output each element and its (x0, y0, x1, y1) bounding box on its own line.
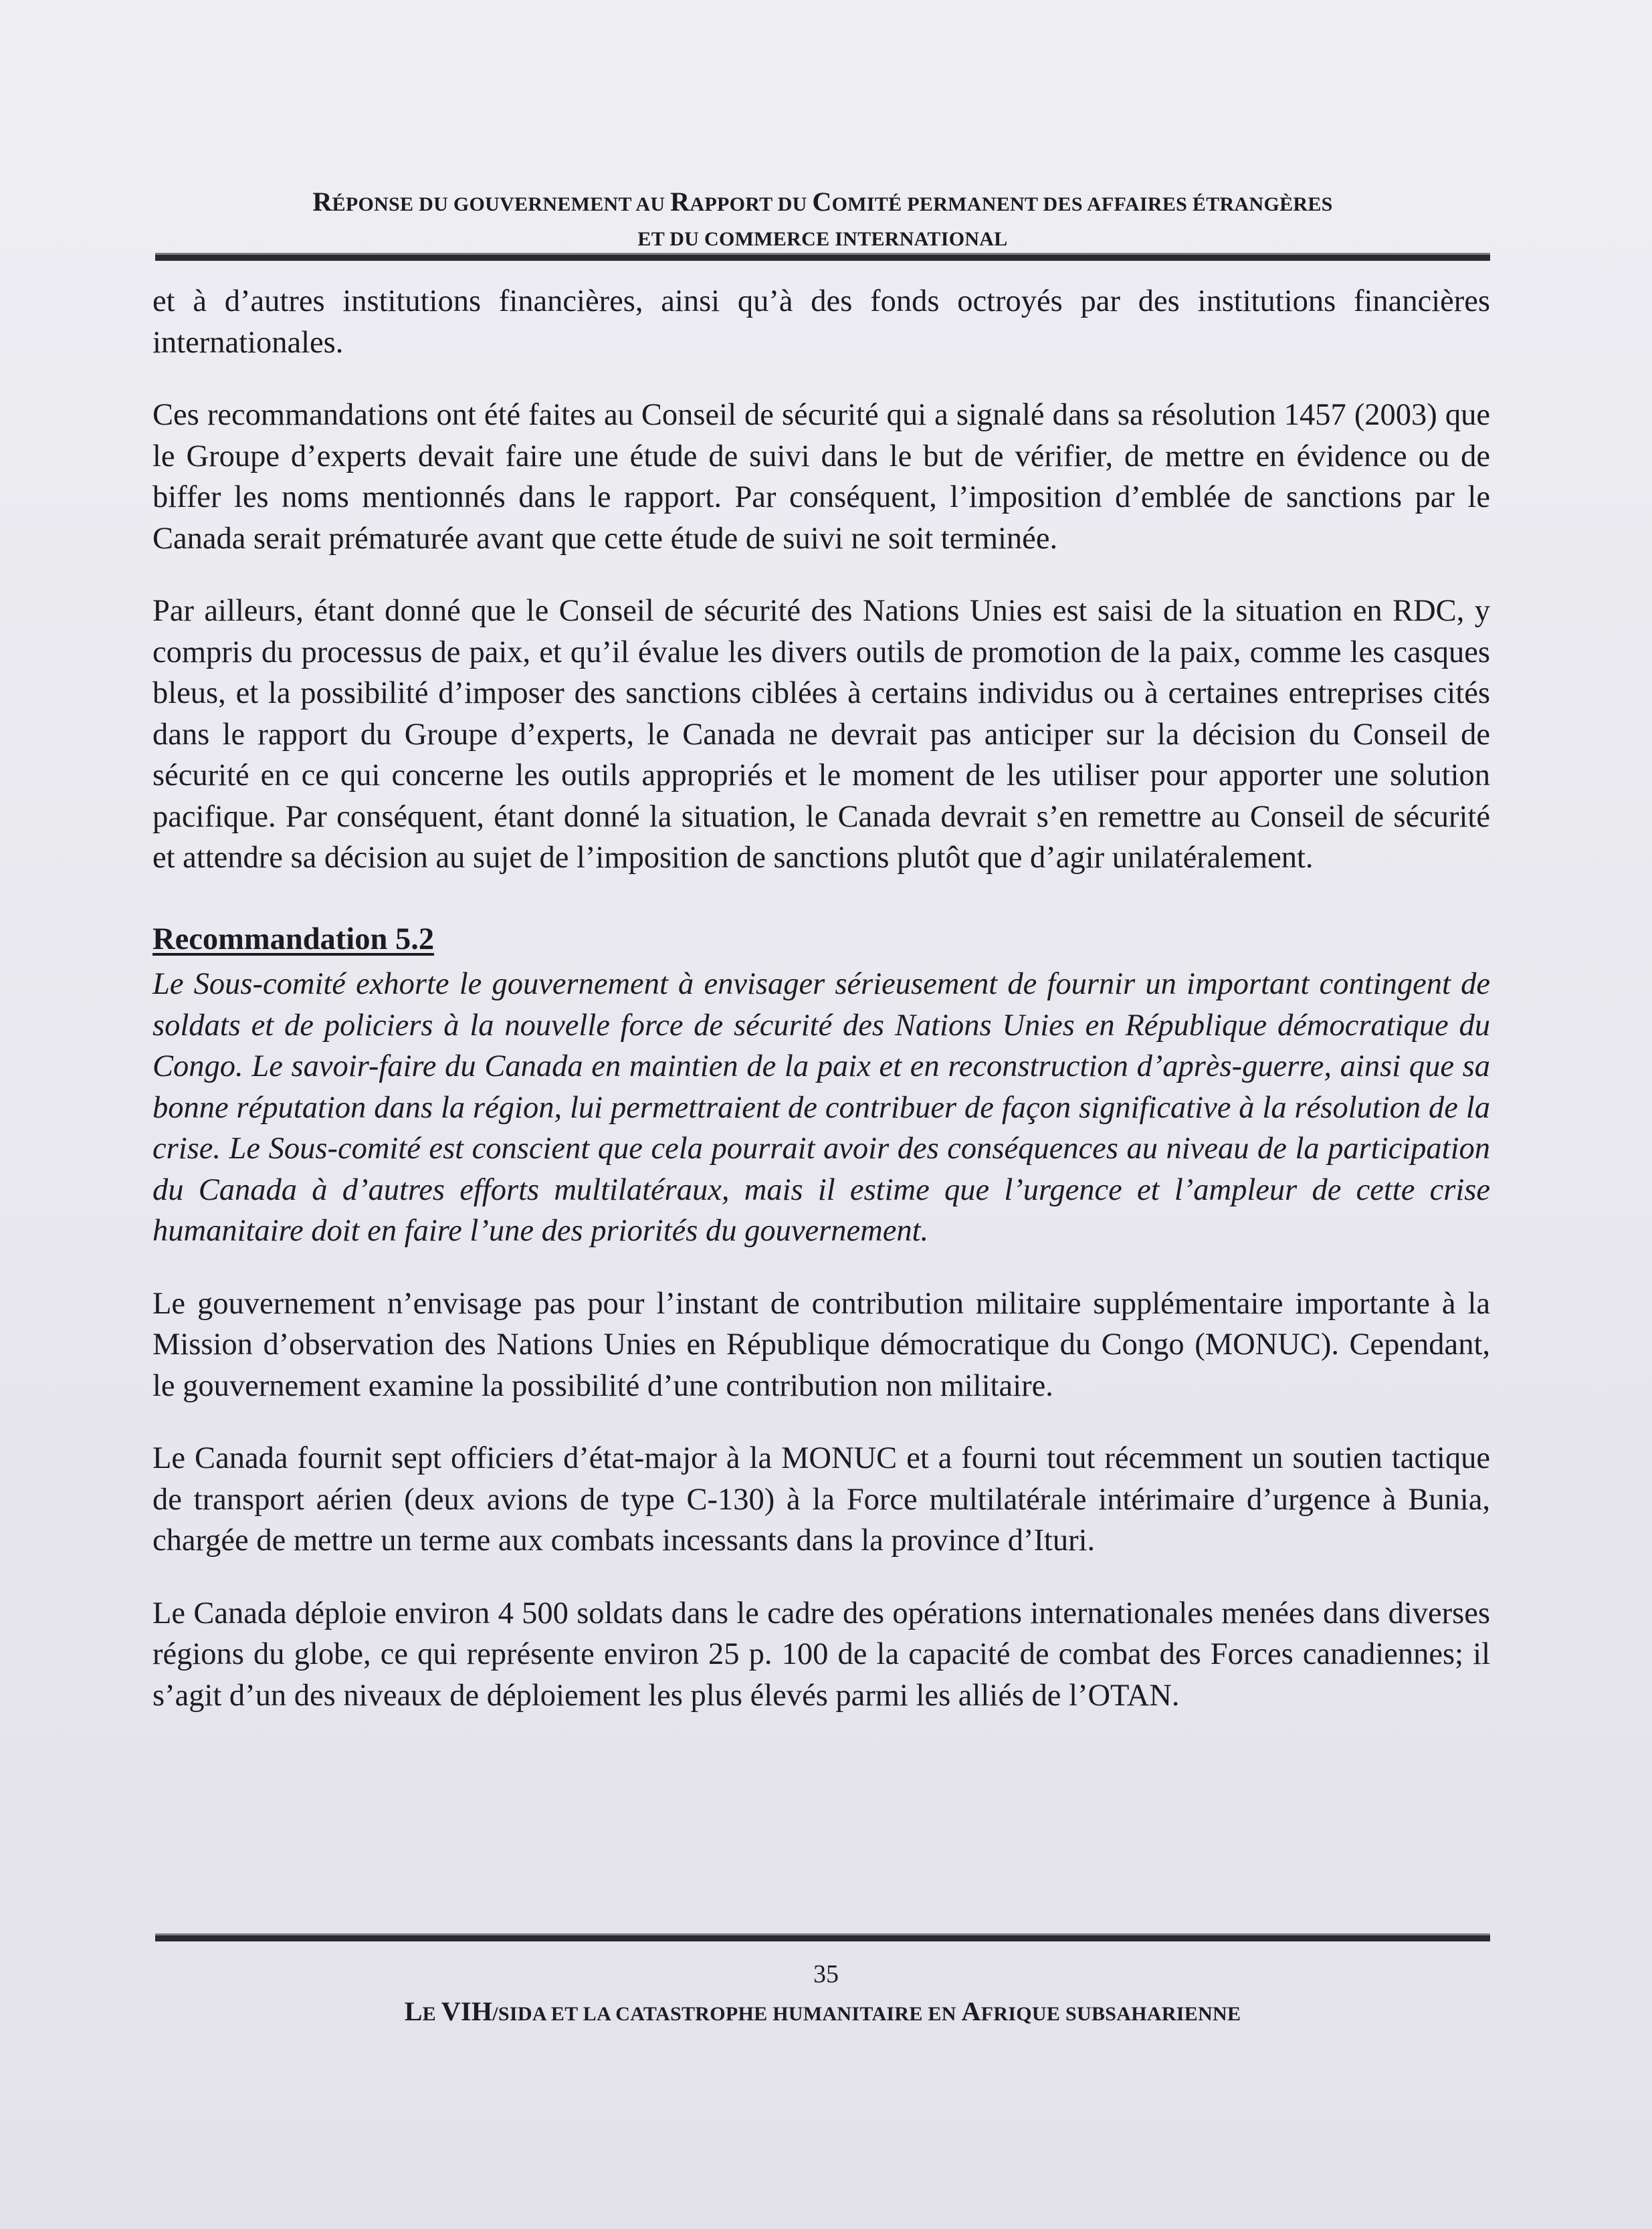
paragraph-5: Le Canada fournit sept officiers d’état-major à la MONUC et a fourni tout récemment un soutien tactique de transport aérien (deux avions de type C-130) à la Force multilatérale intérimaire d’urgence à Bunia, chargée de mettre un terme aux combats incessants dans la province d’Ituri. (152, 1441, 1490, 1558)
caption-segment: APPORT DU (690, 193, 813, 215)
header-rule (155, 255, 1490, 261)
page-number: 35 (813, 1960, 839, 1988)
caption-segment: R (670, 187, 690, 217)
paragraph-4: Le gouvernement n’envisage pas pour l’instant de contribution militaire supplémentaire importante à la Mission d’observation des Nations Unies en République démocratique du Congo (MONUC). Cependant, le gouvernement examine la possibilité d’une contribution non militaire. (152, 1286, 1490, 1403)
caption-segment: ÉPONSE DU GOUVERNEMENT AU (332, 193, 671, 215)
paragraph-3: Par ailleurs, étant donné que le Conseil de sécurité des Nations Unies est saisi de la situation en RDC, y compris du processus de paix, et qu’il évalue les divers outils de promotion de la paix, comme les casques bleus, et la possibilité d’imposer des sanctions ciblées à certains individus ou à certaines entreprises cités dans le rapport du Groupe d’experts, le Canada ne devrait pas anticiper sur la décision du Conseil de sécurité en ce qui concerne les outils appropriés et le moment de les utiliser pour apporter une solution pacifique. Par conséquent, étant donné la situation, le Canada devrait s’en remettre au Conseil de sécurité et attendre sa décision au sujet de l’imposition de sanctions plutôt que d’agir unilatéralement. (152, 594, 1490, 875)
caption-segment: /SIDA ET LA CATASTROPHE HUMANITAIRE EN (492, 2003, 962, 2025)
paragraph-2: Ces recommandations ont été faites au Conseil de sécurité qui a signalé dans sa résolution 1457 (2003) que le Groupe d’experts devait faire une étude de suivi dans le but de vérifier, de mettre en évidence ou de biffer les noms mentionnés dans le rapport. Par conséquent, l’imposition d’emblée de sanctions par le Canada serait prématurée avant que cette étude de suivi ne soit terminée. (152, 398, 1490, 556)
caption-segment: R (312, 187, 332, 217)
paragraph-6: Le Canada déploie environ 4 500 soldats dans le cadre des opérations internationales menées dans diverses régions du globe, ce qui représente environ 25 p. 100 de la capacité de combat des Forces canadiennes; il s’agit d’un des niveaux de déploiement les plus élevés parmi les alliés de l’OTAN. (152, 1596, 1490, 1713)
paragraph-1: et à d’autres institutions financières, ainsi qu’à des fonds octroyés par des institutions financières internationales. (152, 284, 1490, 360)
caption-segment: C (812, 187, 832, 217)
body-text (152, 281, 1490, 1747)
recommendation-heading: Recommandation 5.2 (152, 922, 435, 956)
caption-segment: A (961, 1996, 981, 2026)
caption-segment: L (404, 1996, 423, 2026)
caption-segment: E (422, 2003, 441, 2025)
running-header (154, 185, 1491, 257)
caption-segment: VIH (441, 1996, 493, 2026)
footer-rule (155, 1935, 1490, 1941)
running-header-line-1 (154, 185, 1491, 222)
running-header-line-2: ET DU COMMERCE INTERNATIONAL (637, 228, 1008, 250)
running-footer (154, 1994, 1491, 2032)
recommendation-text: Le Sous-comité exhorte le gouvernement à envisager sérieusement de fournir un important contingent de soldats et de policiers à la nouvelle force de sécurité des Nations Unies en République démocratique du Congo. Le savoir-faire du Canada en maintien de la paix et en reconstruction d’après-guerre, ainsi que sa bonne réputation dans la région, lui permettraient de contribuer de façon significative à la résolution de la crise. Le Sous-comité est conscient que cela pourrait avoir des conséquences au niveau de la participation du Canada à d’autres efforts multilatéraux, mais il estime que l’urgence et l’ampleur de cette crise humanitaire doit en faire l’une des priorités du gouvernement. (152, 967, 1490, 1248)
caption-segment: FRIQUE SUBSAHARIENNE (980, 2003, 1241, 2025)
caption-segment: OMITÉ PERMANENT DES AFFAIRES ÉTRANGÈRES (831, 193, 1333, 215)
